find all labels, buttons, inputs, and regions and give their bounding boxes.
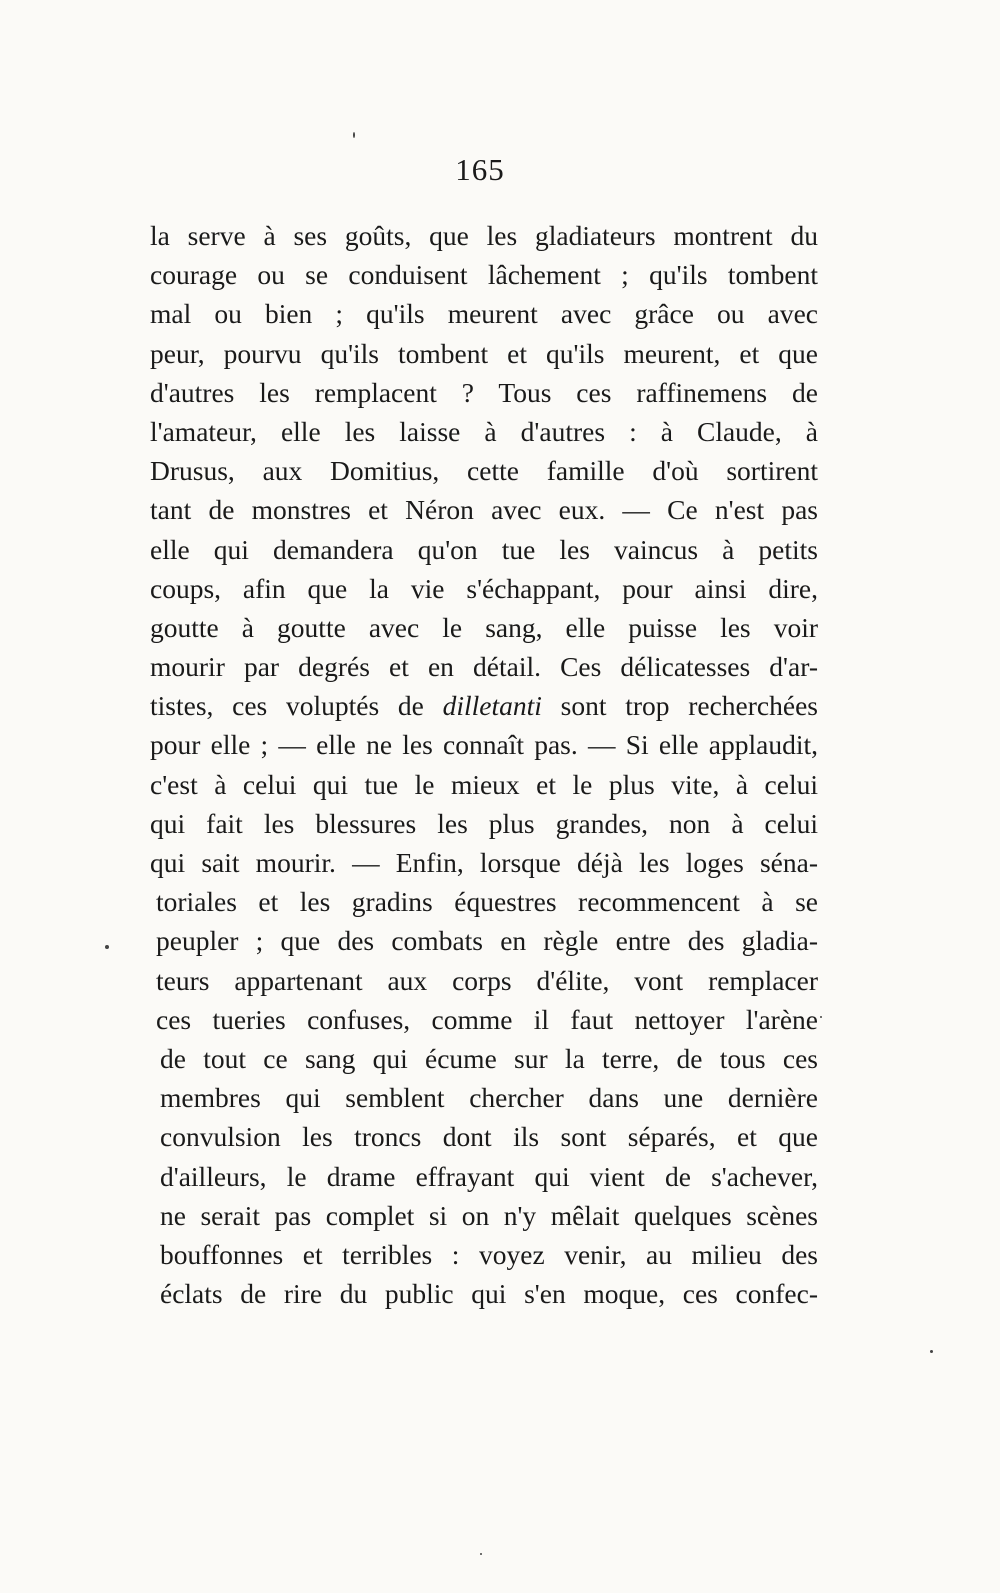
text-line: membres qui semblent chercher dans une dernière bbox=[160, 1082, 818, 1114]
paper-speck bbox=[353, 132, 355, 138]
text-line: tant de monstres et Néron avec eux. — Ce n'est pas bbox=[150, 494, 818, 526]
text-line: d'ailleurs, le drame effrayant qui vient de s'achever, bbox=[160, 1160, 818, 1192]
italic-term: dilletanti bbox=[442, 690, 542, 722]
paper-speck bbox=[105, 945, 109, 949]
body-text bbox=[150, 216, 818, 1313]
text-line: c'est à celui qui tue le mieux et le plus vite, à celui bbox=[150, 768, 818, 800]
text-line: peupler ; que des combats en règle entre des gladia- bbox=[156, 925, 818, 957]
text-line: qui fait les blessures les plus grandes, non à celui bbox=[150, 807, 818, 839]
text-line: ces tueries confuses, comme il faut nettoyer l'arène bbox=[156, 1003, 818, 1035]
text-line: coups, afin que la vie s'échappant, pour ainsi dire, bbox=[150, 572, 818, 604]
text-segment: tistes, ces voluptés de bbox=[150, 690, 443, 722]
text-line: bouffonnes et terribles : voyez venir, au milieu des bbox=[160, 1238, 818, 1270]
paper-speck bbox=[820, 1016, 822, 1018]
page-number: 165 bbox=[455, 152, 505, 187]
text-line: pour elle ; — elle ne les connaît pas. — Si elle applaudit, bbox=[150, 729, 818, 761]
paper-speck bbox=[480, 1553, 482, 1555]
text-line: courage ou se conduisent lâchement ; qu'ils tombent bbox=[150, 259, 818, 291]
text-line: elle qui demandera qu'on tue les vaincus à petits bbox=[150, 533, 818, 565]
text-line: qui sait mourir. — Enfin, lorsque déjà les loges séna- bbox=[150, 847, 818, 878]
text-line-italic bbox=[150, 686, 818, 725]
text-line: ne serait pas complet si on n'y mêlait quelques scènes bbox=[160, 1199, 818, 1231]
paper-speck bbox=[930, 1350, 933, 1353]
text-line: peur, pourvu qu'ils tombent et qu'ils meurent, et que bbox=[150, 337, 818, 369]
text-line: de tout ce sang qui écume sur la terre, de tous ces bbox=[160, 1042, 818, 1074]
text-line: toriales et les gradins équestres recommencent à se bbox=[156, 886, 818, 918]
text-line: l'amateur, elle les laisse à d'autres : à Claude, à bbox=[150, 415, 818, 447]
text-line: la serve à ses goûts, que les gladiateurs montrent du bbox=[150, 220, 818, 251]
text-line: d'autres les remplacent ? Tous ces raffinemens de bbox=[150, 376, 818, 408]
text-line: éclats de rire du public qui s'en moque, ces confec- bbox=[160, 1278, 818, 1310]
text-line: teurs appartenant aux corps d'élite, vont remplacer bbox=[156, 964, 818, 996]
text-line: Drusus, aux Domitius, cette famille d'où sortirent bbox=[150, 455, 818, 487]
text-line: goutte à goutte avec le sang, elle puisse les voir bbox=[150, 611, 818, 643]
text-line: mal ou bien ; qu'ils meurent avec grâce ou avec bbox=[150, 298, 818, 330]
text-line: mourir par degrés et en détail. Ces délicatesses d'ar- bbox=[150, 651, 818, 683]
text-line: convulsion les troncs dont ils sont séparés, et que bbox=[160, 1121, 818, 1153]
text-segment: sont trop recherchées bbox=[541, 690, 818, 722]
